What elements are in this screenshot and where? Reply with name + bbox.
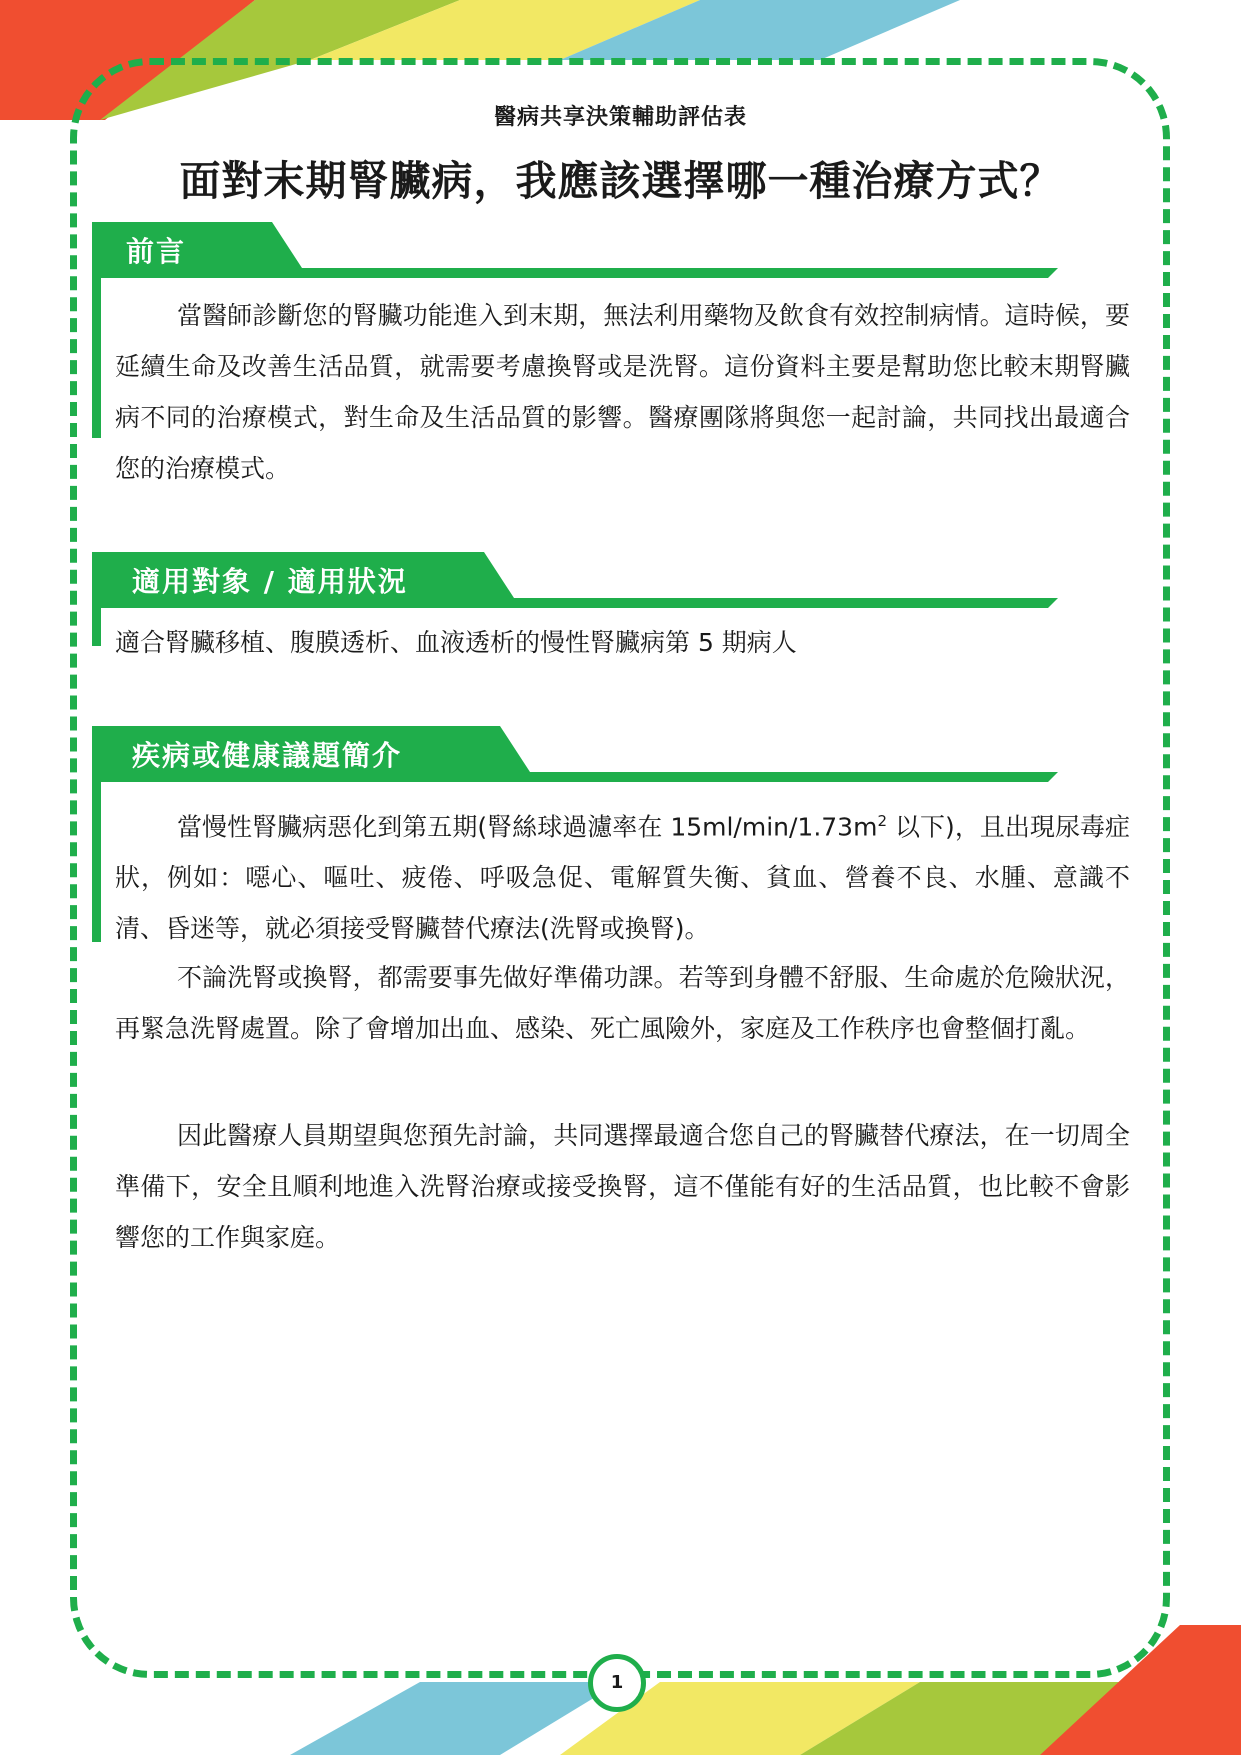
section-header-disease — [92, 726, 1058, 790]
form-subtitle: 醫病共享決策輔助評估表 — [493, 105, 747, 130]
section-title-intro: 前言 — [126, 235, 187, 268]
section-title-target: 適用對象 / 適用狀況 — [132, 565, 408, 598]
superscript-two: 2 — [877, 812, 887, 830]
disease-paragraph-3: 因此醫療人員期望與您預先討論，共同選擇最適合您自己的腎臟替代療法，在一切周全準備下，安全且順利地進入洗腎治療或接受換腎，這不僅能有好的生活品質，也比較不會影響您的工作與家庭。 — [115, 1121, 1130, 1252]
intro-paragraph: 當醫師診斷您的腎臟功能進入到末期，無法利用藥物及飲食有效控制病情。這時候，要延續生命及改善生活品質，就需要考慮換腎或是洗腎。這份資料主要是幫助您比較末期腎臟病不同的治療模式，對生命及生活品質的影響。醫療團隊將與您一起討論，共同找出最適合您的治療模式。 — [115, 301, 1130, 483]
section-tab-shape — [92, 222, 1058, 286]
page-number: 1 — [588, 1654, 646, 1712]
bottom-stripe-cyan — [290, 1682, 620, 1755]
page-title: 面對末期腎臟病，我應該選擇哪一種治療方式？ — [179, 157, 1062, 205]
disease-paragraph-2: 不論洗腎或換腎，都需要事先做好準備功課。若等到身體不舒服、生命處於危險狀況，再緊急洗腎處置。除了會增加出血、感染、死亡風險外，家庭及工作秩序也會整個打亂。 — [115, 963, 1130, 1043]
section-side-line — [92, 278, 101, 438]
disease-paragraph-1 — [115, 796, 1130, 954]
section-header-intro — [92, 222, 1058, 286]
disease-p1-text: 當慢性腎臟病惡化到第五期(腎絲球過濾率在 15ml/min/1.73m — [177, 812, 878, 842]
section-title-disease: 疾病或健康議題簡介 — [132, 739, 403, 772]
disease-p1-text-cont: 以下)，且出現尿毒症狀，例如：噁心、嘔吐、疲倦、呼吸急促、電解質失衡、貧血、營養不良、水腫、意識不清、昏迷等，就必須接受腎臟替代療法(洗腎或換腎)。 — [115, 812, 1130, 944]
section-header-target — [92, 552, 1058, 616]
section-side-line — [92, 608, 101, 646]
target-paragraph: 適合腎臟移植、腹膜透析、血液透析的慢性腎臟病第 5 期病人 — [115, 628, 797, 657]
section-side-line — [92, 782, 101, 942]
